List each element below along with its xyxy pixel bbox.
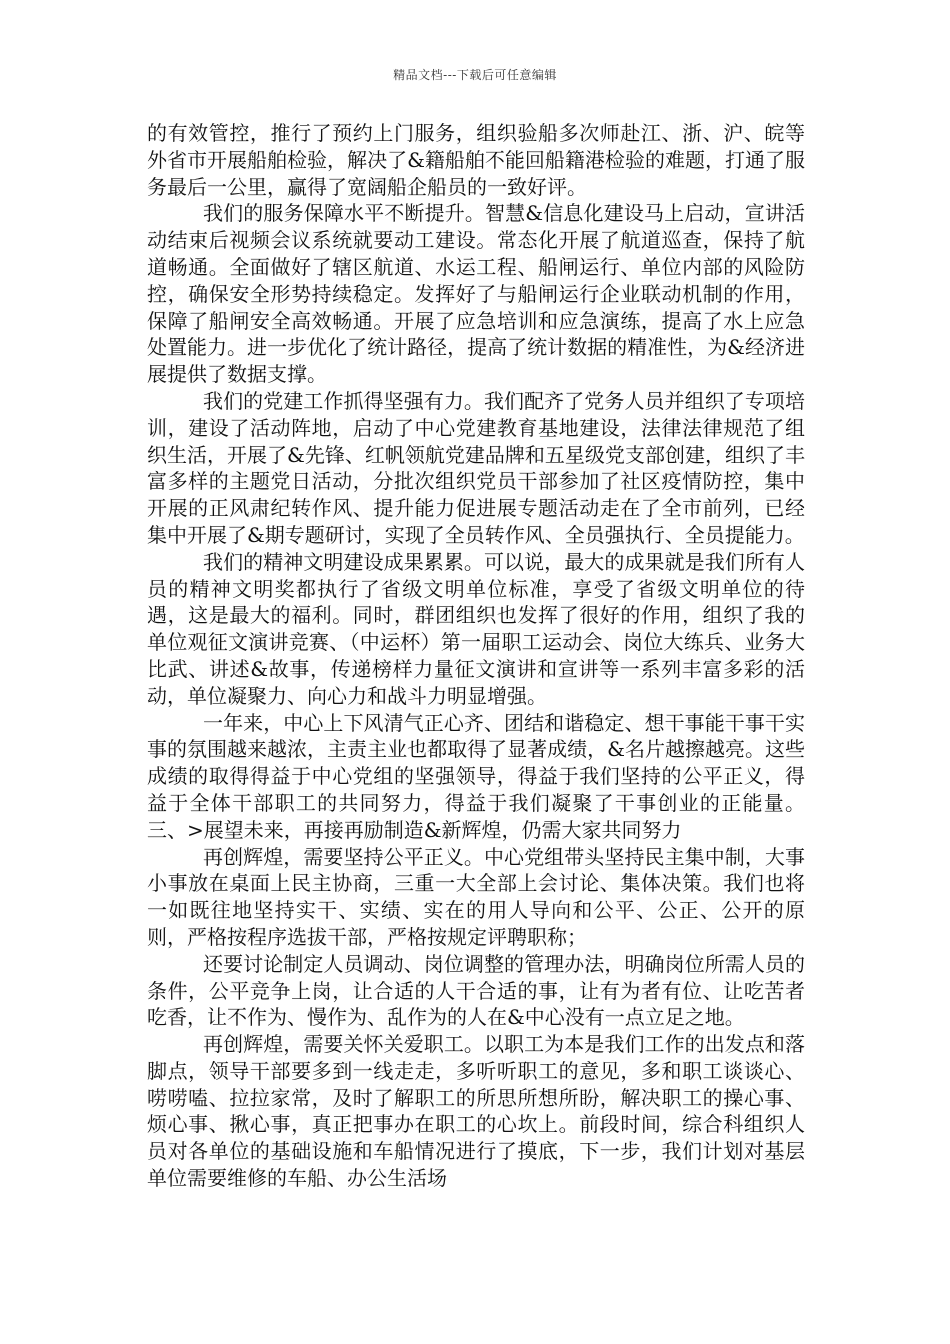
document-body: [147, 120, 805, 1192]
paragraph-1: 的有效管控，推行了预约上门服务，组织验船多次师赴江、浙、沪、皖等外省市开展船舶检验，解决了&籍船舶不能回船籍港检验的难题，打通了服务最后一公里，赢得了宽阔船企船员的一致好评。: [147, 121, 805, 199]
paragraph-4: 我们的精神文明建设成果累累。可以说，最大的成果就是我们所有人员的精神文明奖都执行了省级文明单位标准，享受了省级文明单位的待遇，这是最大的福利。同时，群团组织也发挥了很好的作用，组织了我的单位观征文演讲竞赛、（中运杯）第一届职工运动会、岗位大练兵、业务大比武、讲述&故事，传递榜样力量征文演讲和宣讲等一系列丰富多彩的活动，单位凝聚力、向心力和战斗力明显增强。: [147, 549, 805, 708]
paragraph-3: 我们的党建工作抓得坚强有力。我们配齐了党务人员并组织了专项培训，建设了活动阵地，启动了中心党建教育基地建设，法律法律规范了组织生活，开展了&先锋、红帆领航党建品牌和五星级党支部创建，组织了丰富多样的主题党日活动，分批次组织党员干部参加了社区疫情防控，集中开展的正风肃纪转作风、提升能力促进展专题活动走在了全市前列，已经集中开展了&期专题研讨，实现了全员转作风、全员强执行、全员提能力。: [147, 388, 805, 547]
paragraph-7: 还要讨论制定人员调动、岗位调整的管理办法，明确岗位所需人员的条件，公平竞争上岗，让合适的人干合适的事，让有为者有位、让吃苦者吃香，让不作为、慢作为、乱作为的人在&中心没有一点立足之地。: [147, 951, 805, 1030]
paragraph-2: 我们的服务保障水平不断提升。智慧&信息化建设马上启动，宣讲活动结束后视频会议系统就要动工建设。常态化开展了航道巡查，保持了航道畅通。全面做好了辖区航道、水运工程、船闸运行、单位内部的风险防控，确保安全形势持续稳定。发挥好了与船闸运行企业联动机制的作用，保障了船闸安全高效畅通。开展了应急培训和应急演练，提高了水上应急处置能力。进一步优化了统计路径，提高了统计数据的精准性，为&经济进展提供了数据支撑。: [147, 201, 805, 387]
paragraph-8: 再创辉煌，需要关怀关爱职工。以职工为本是我们工作的出发点和落脚点，领导干部要多到一线走走，多听听职工的意见，多和职工谈谈心、唠唠嗑、拉拉家常，及时了解职工的所思所想所盼，解决职工的操心事、烦心事、揪心事，真正把事办在职工的心坎上。前段时间，综合科组织人员对各单位的基础设施和车船情况进行了摸底，下一步，我们计划对基层单位需要维修的车船、办公生活场: [147, 1032, 805, 1191]
paragraph-6: 再创辉煌，需要坚持公平正义。中心党组带头坚持民主集中制，大事小事放在桌面上民主协商，三重一大全部上会讨论、集体决策。我们也将一如既往地坚持实干、实绩、实在的用人导向和公平、公正、公开的原则，严格按程序选拔干部，严格按规定评聘职称；: [147, 844, 805, 949]
paragraph-5: 一年来，中心上下风清气正心齐、团结和谐稳定、想干事能干事干实事的氛围越来越浓，主责主业也都取得了显著成绩，&名片越擦越亮。这些成绩的取得得益于中心党组的坚强领导，得益于我们坚持的公平正义，得益于全体干部职工的共同努力，得益于我们凝聚了干事创业的正能量。三、>展望未来，再接再励制造&新辉煌，仍需大家共同努力: [147, 710, 805, 842]
page-header: 精品文档---下载后可任意编辑: [393, 68, 557, 82]
